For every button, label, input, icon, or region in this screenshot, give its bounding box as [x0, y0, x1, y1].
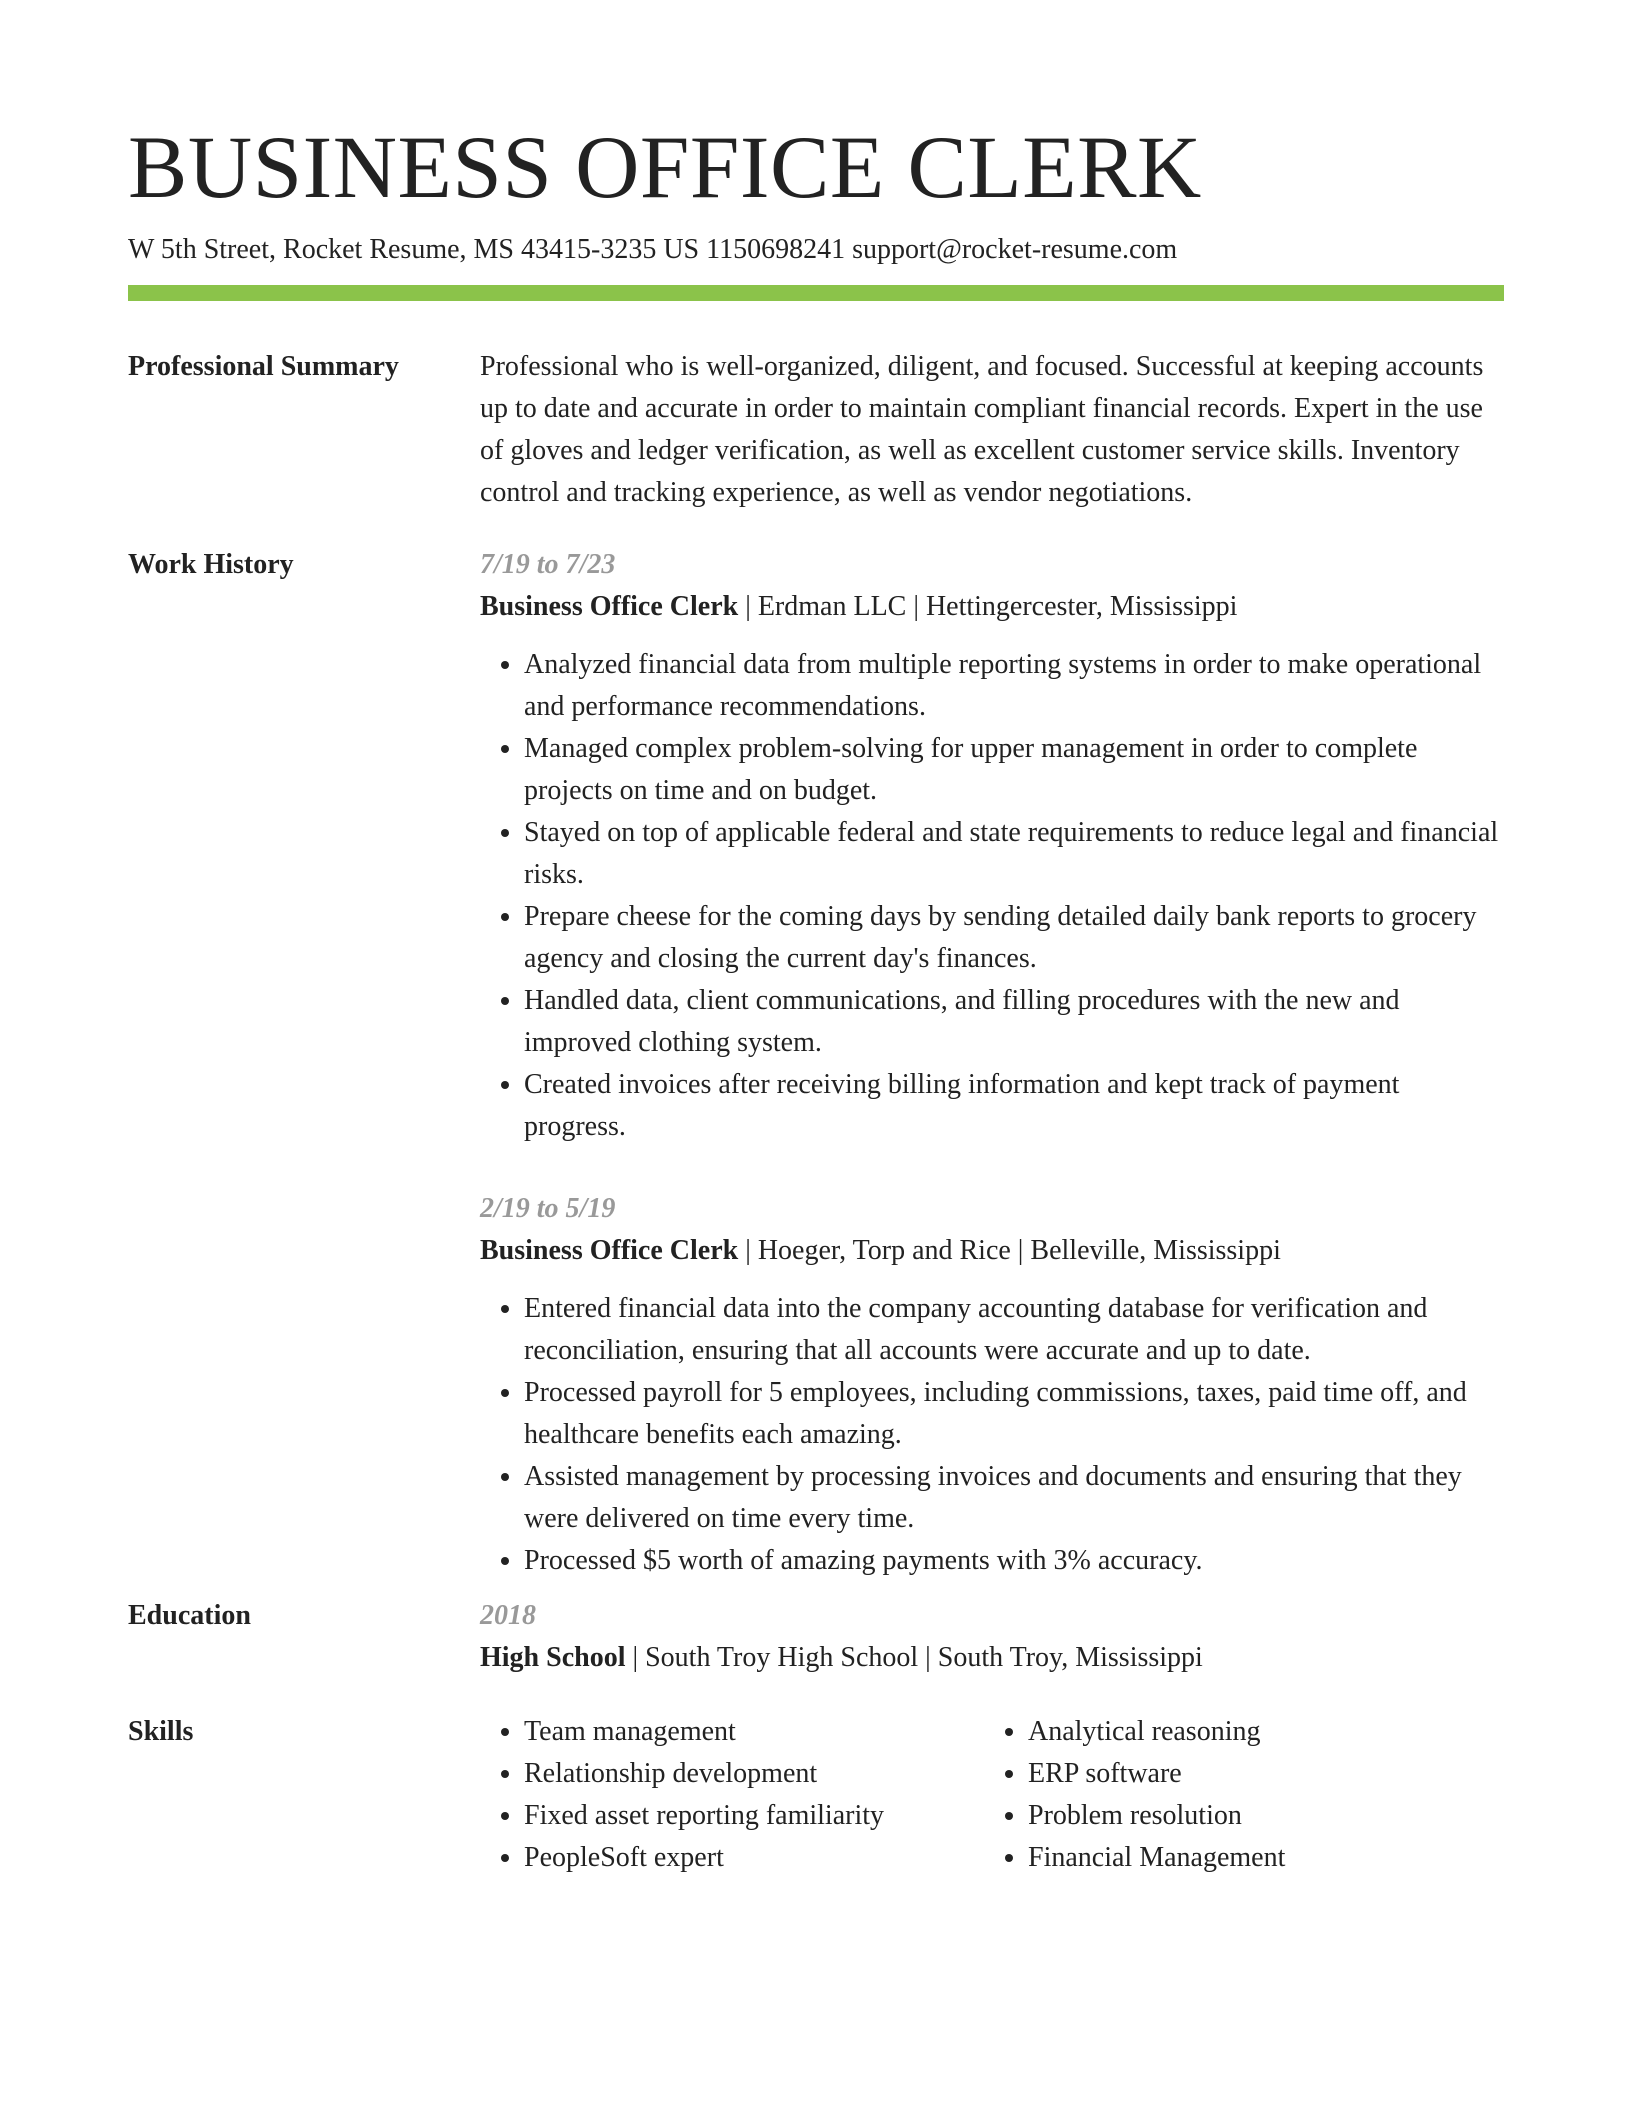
work-history-title: Work History — [128, 549, 294, 580]
education-date: 2018 — [480, 1600, 536, 1631]
job-bullet: • Processed payroll for 5 employees, including commissions, taxes, paid time off, and healthcare benefits each amazing. — [524, 1372, 1504, 1456]
job-role: Business Office Clerk — [480, 591, 739, 622]
education-line — [480, 1637, 1504, 1679]
job-title-line — [480, 586, 1504, 628]
job-bullet: • Analyzed financial data from multiple reporting systems in order to make operational and performance recommendations. — [524, 644, 1504, 728]
education-body — [480, 1595, 1504, 1679]
education-details: | South Troy High School | South Troy, Mississippi — [625, 1642, 1203, 1673]
education-title: Education — [128, 1600, 251, 1631]
job-dates: 7/19 to 7/23 — [480, 549, 616, 580]
job-title-line — [480, 1230, 1504, 1272]
job-bullets — [480, 644, 1504, 1148]
skill-item: • Problem resolution — [1028, 1795, 1488, 1837]
summary-text: Professional who is well-organized, diligent, and focused. Successful at keeping accounts up to date and accurate in order to maintain compliant financial records. Expert in the use of gloves and ledger verification, as well as excellent customer service skills. Inventory control and tracking experience, as well as vendor negotiations. — [480, 351, 1484, 508]
skill-item: • Team management — [524, 1711, 984, 1753]
job-bullet: • Assisted management by processing invoices and documents and ensuring that they were delivered on time every time. — [524, 1456, 1504, 1540]
skill-item: • Financial Management — [1028, 1837, 1488, 1879]
job-bullet: • Prepare cheese for the coming days by sending detailed daily bank reports to grocery agency and closing the current day's finances. — [524, 896, 1504, 980]
job-bullet: • Stayed on top of applicable federal and state requirements to reduce legal and financial risks. — [524, 812, 1504, 896]
summary-body — [480, 346, 1504, 514]
skills-columns — [480, 1711, 1504, 1879]
skills-list-right — [984, 1711, 1488, 1879]
skill-item: • PeopleSoft expert — [524, 1837, 984, 1879]
summary-title: Professional Summary — [128, 351, 399, 382]
job-role: Business Office Clerk — [480, 1235, 739, 1266]
job-bullet: • Entered financial data into the company accounting database for verification and reconciliation, ensuring that all accounts were accurate and up to date. — [524, 1288, 1504, 1372]
job-entry — [480, 1188, 1504, 1582]
job-details: | Hoeger, Torp and Rice | Belleville, Mississippi — [738, 1235, 1281, 1266]
job-details: | Erdman LLC | Hettingercester, Mississippi — [738, 591, 1238, 622]
accent-divider — [128, 285, 1504, 301]
skill-item: • Relationship development — [524, 1753, 984, 1795]
job-bullet: • Created invoices after receiving billing information and kept track of payment progress. — [524, 1064, 1504, 1148]
job-entry — [480, 544, 1504, 1148]
skills-body — [480, 1711, 1504, 1879]
skill-item: • Fixed asset reporting familiarity — [524, 1795, 984, 1837]
job-bullet: • Handled data, client communications, and filling procedures with the new and improved clothing system. — [524, 980, 1504, 1064]
contact-line: W 5th Street, Rocket Resume, MS 43415-3235 US 1150698241 support@rocket-resume.com — [128, 234, 1178, 265]
work-history-body — [480, 544, 1504, 1582]
job-bullet: • Processed $5 worth of amazing payments with 3% accuracy. — [524, 1540, 1504, 1582]
skills-title: Skills — [128, 1716, 194, 1747]
skill-item: • Analytical reasoning — [1028, 1711, 1488, 1753]
job-bullet: • Managed complex problem-solving for upper management in order to complete projects on time and on budget. — [524, 728, 1504, 812]
skills-list-left — [480, 1711, 984, 1879]
skill-item: • ERP software — [1028, 1753, 1488, 1795]
job-dates: 2/19 to 5/19 — [480, 1193, 616, 1224]
resume-name-heading: BUSINESS OFFICE CLERK — [128, 119, 1202, 217]
education-degree: High School — [480, 1642, 626, 1673]
job-bullets — [480, 1288, 1504, 1582]
